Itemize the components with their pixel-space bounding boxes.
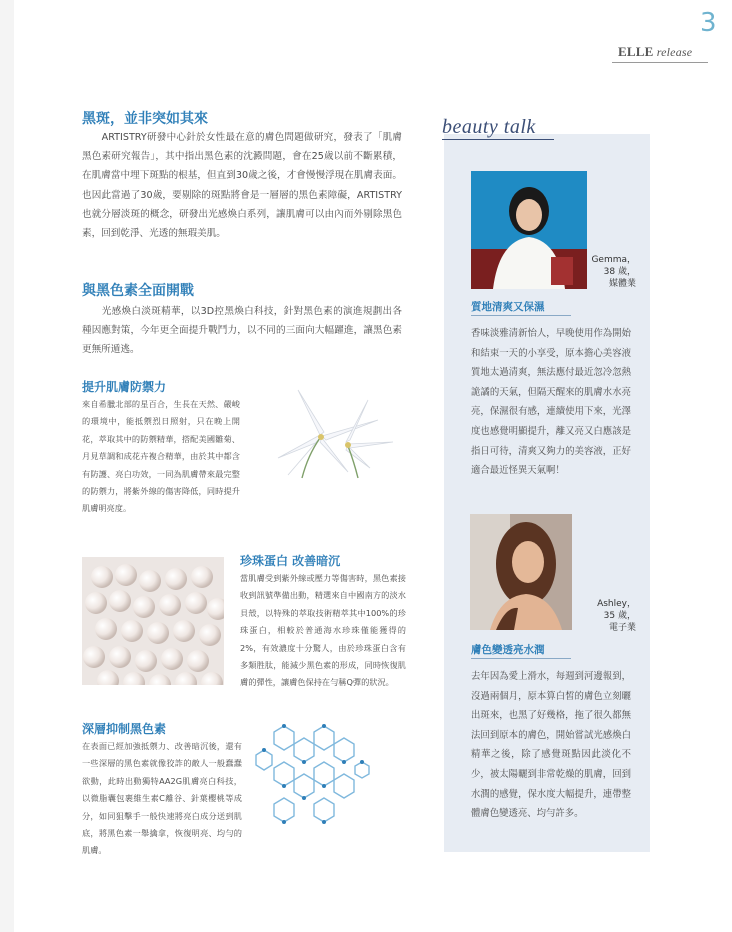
gemma-age: 38 歲， xyxy=(603,267,636,277)
gemma-review-title: 質地清爽又保濕 xyxy=(471,301,545,313)
beauty-talk-rule xyxy=(442,139,554,140)
brand-tag xyxy=(618,44,692,60)
ashley-title-rule xyxy=(471,658,571,659)
feature1-title: 提升肌膚防禦力 xyxy=(82,380,167,394)
feature1-paragraph: 來自希臘北部的星百合，生長在天然、嚴峻的環境中，能抵禦烈日照射，只在晚上開花，萃取其中的防禦精華，搭配美國雛菊、月見草調和成花卉複合精華，由於其中都含有防護、亮白功效，一同為肌膚帶來最完整的防禦力，將紫外線的傷害降低，同時提升肌膚明亮度。 xyxy=(82,399,240,514)
ashley-photo xyxy=(470,514,572,630)
beauty-talk-heading: beauty talk xyxy=(442,116,536,138)
gemma-photo xyxy=(471,171,587,289)
brand-release: release xyxy=(656,45,693,59)
ashley-occupation: 電子業 xyxy=(608,623,636,633)
gemma-occupation: 媒體業 xyxy=(608,279,636,289)
gemma-caption xyxy=(572,254,636,290)
feature3-title: 深層抑制黑色素 xyxy=(82,722,167,736)
gemma-title-rule xyxy=(471,315,571,316)
section1-title: 黑斑，並非突如其來 xyxy=(82,111,208,127)
ashley-age: 35 歲， xyxy=(603,611,636,621)
ashley-caption xyxy=(572,598,636,634)
section2-title: 與黑色素全面開戰 xyxy=(82,283,194,299)
section1-paragraph: ARTISTRY研發中心針於女性最在意的膚色問題做研究，發表了「肌膚黑色素研究報告」，其中指出黑色素的沈澱問題，會在25歲以前不斷累積，在肌膚當中埋下斑點的根基，但直到30歲之後，才會慢慢浮現在肌膚表面。也因此當過了30歲，要剔除的斑點將會是一層層的黑色素障礙，ARTISTRY也就分層淡斑的概念，研發出光感煥白系列，讓肌膚可以由內而外剔除黑色素，回到乾淨、光透的無瑕美肌。 xyxy=(82,132,402,240)
gemma-name: Gemma， xyxy=(591,255,636,265)
page-edge-shadow xyxy=(0,0,14,932)
feature2-paragraph: 當肌膚受到紫外線或壓力等傷害時，黑色素接收到訊號準備出動，精選來自中國南方的淡水貝殼，以特殊的萃取技術精萃其中100%的珍珠蛋白，相較於普通海水珍珠僅能獲得的2%，有效濃度十分驚人，由於珍珠蛋白含有多類胜肽，能減少黑色素的形成，同時恢復肌膚的彈性，讓膚色保持在勻稱Q彈的狀況。 xyxy=(240,573,406,688)
brand-elle: ELLE xyxy=(618,44,654,59)
pearls-image xyxy=(82,557,224,685)
molecule-hexagon-graphic xyxy=(254,716,370,830)
page-number: 3 xyxy=(700,8,717,38)
ashley-review-title: 膚色變透亮水潤 xyxy=(471,644,545,656)
header-rule xyxy=(612,62,708,63)
lily-flower-image xyxy=(258,380,396,480)
feature3-paragraph: 在表面已經加強抵禦力、改善暗沉後，還有一些深層的黑色素就像狡詐的敵人一般蠢蠢欲動，此時出動獨特AA2G肌膚亮白科技，以微脂囊包裹維生素C離谷、針葉櫻桃等成分，如同狙擊手一般快速將亮白成分送到肌底，將黑色素一舉擒拿，恢復明亮、均勻的肌膚。 xyxy=(82,741,242,856)
section2-paragraph: 光感煥白淡斑精華，以3D控黑煥白科技，針對黑色素的演進規劃出各種因應對策，今年更全面提升戰鬥力，以不同的三面向大幅躍進，讓黑色素更無所遁逃。 xyxy=(82,306,402,356)
ashley-name: Ashley， xyxy=(597,599,636,609)
feature2-title: 珍珠蛋白 改善暗沉 xyxy=(240,554,341,568)
ashley-review-text: 去年因為愛上滑水，每週到河邊報到，沒過兩個月，原本算白皙的膚色立刻曬出斑來，也黑了好幾格，拖了很久都無法回到原本的膚色，開始嘗試光感煥白精華之後，除了感覺斑點因此淡化不少，被太陽曬到非常乾燥的肌膚，回到水潤的感覺，保水度大幅提升，連帶整體膚色變透亮、均勻許多。 xyxy=(471,671,631,820)
gemma-review-text: 香味淡雅清新怡人，早晚使用作為開始和結束一天的小享受，原本擔心美容液質地太過清爽，無法應付最近忽冷忽熱詭譎的天氣，但隔天醒來的肌膚水水亮亮，保濕很有感，連續使用下來，光澤度也感覺明顯提升，離又亮又白應該是指日可待，清爽又夠力的美容液，正好適合最近怪異天氣啊！ xyxy=(471,328,631,477)
